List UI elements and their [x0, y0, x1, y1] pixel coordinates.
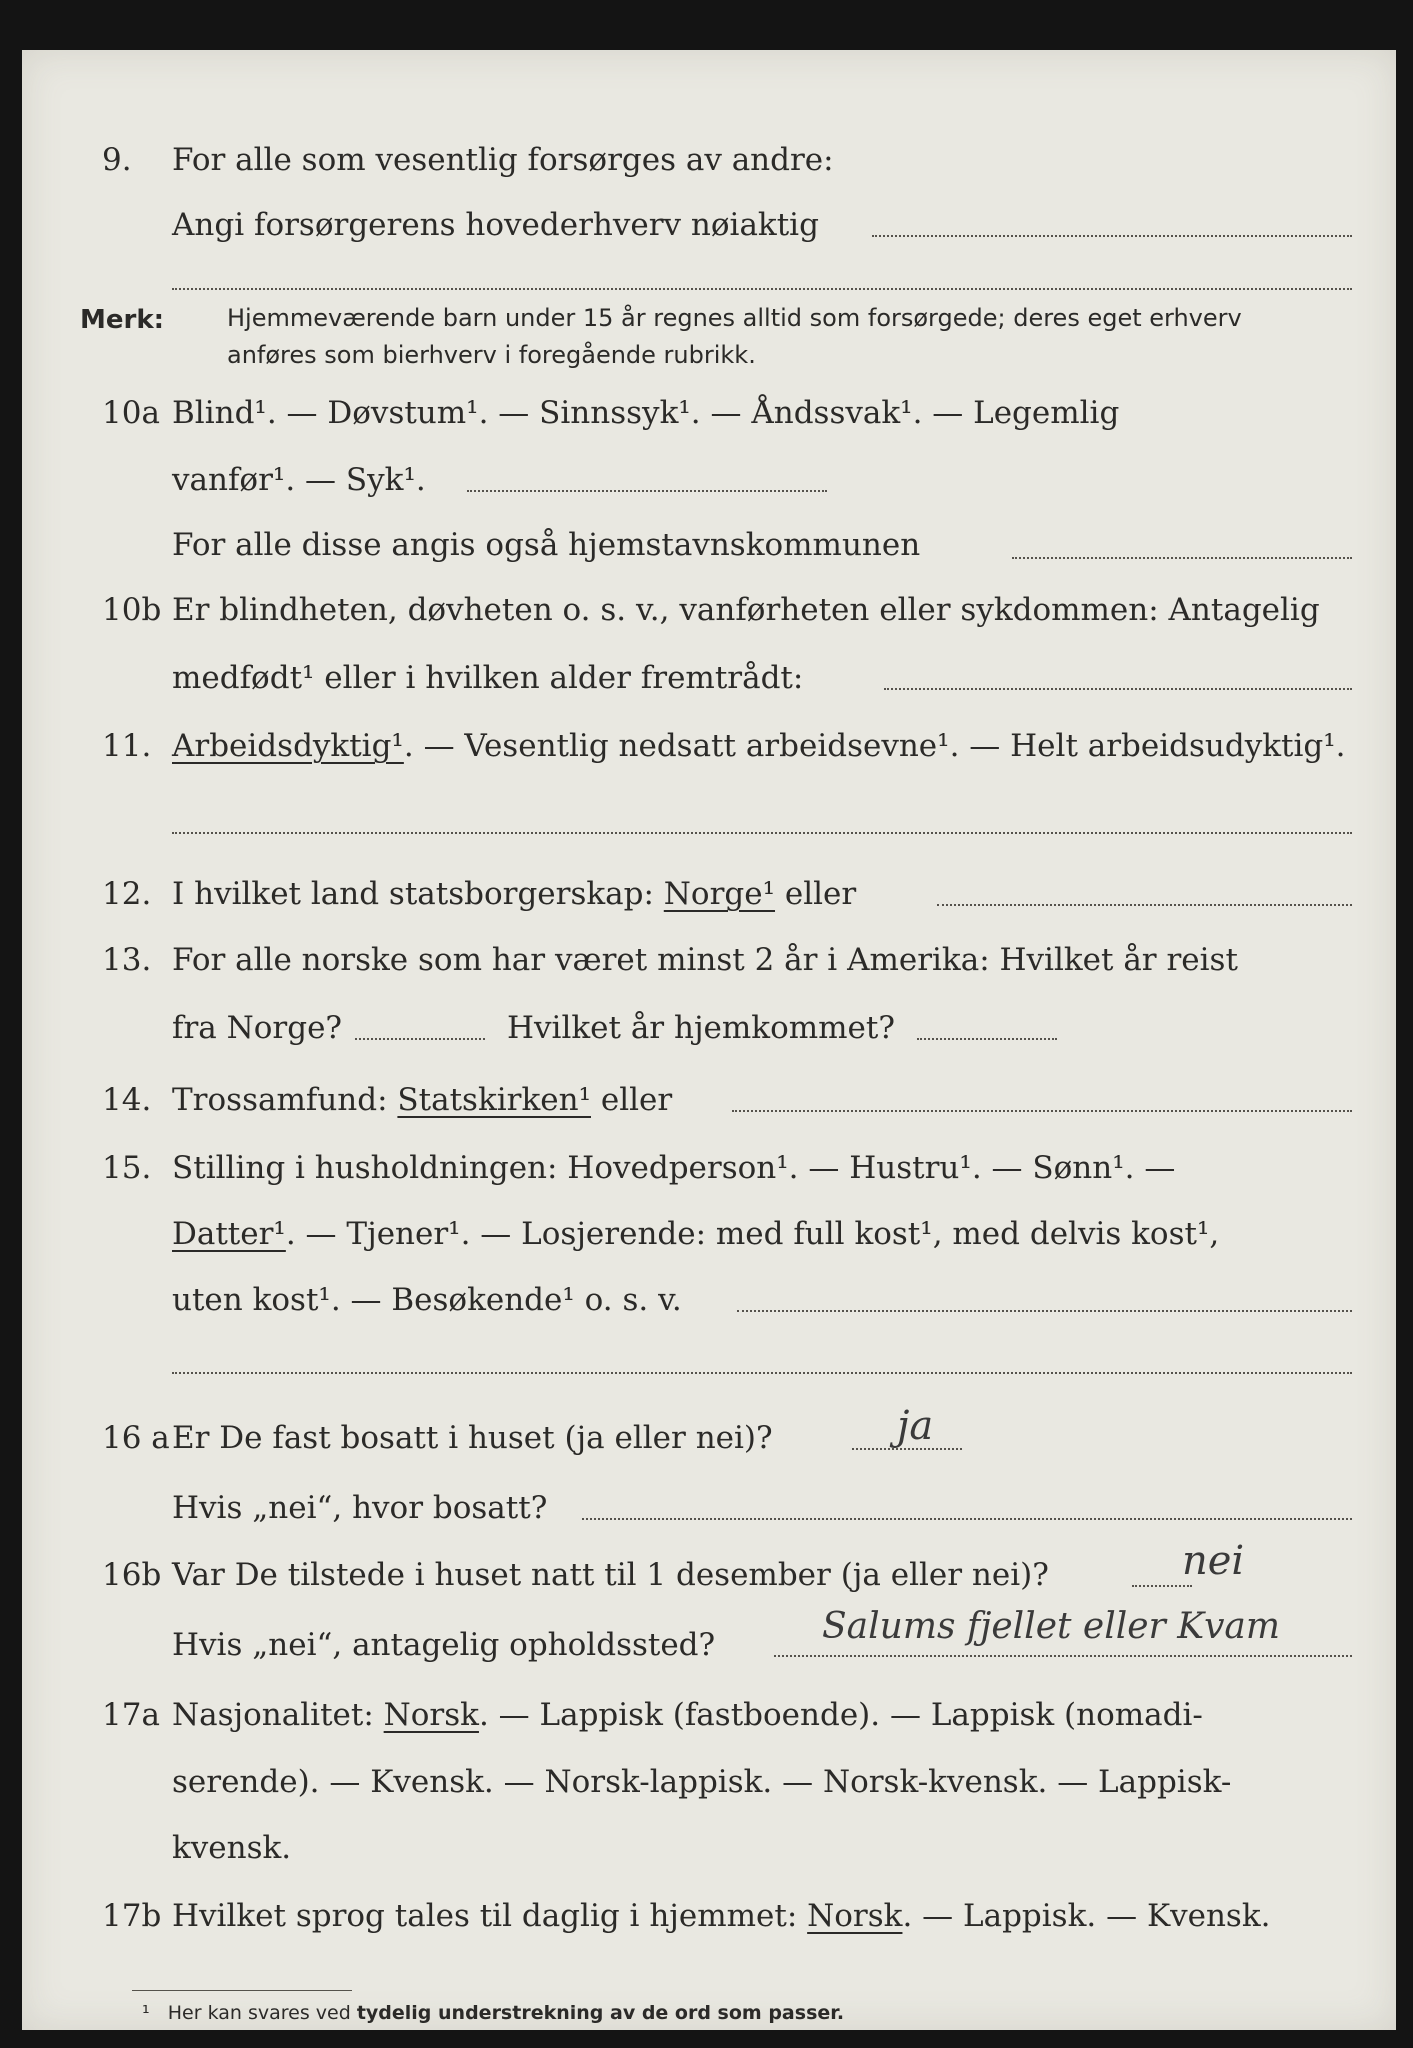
q12-selected-option: Norge¹	[663, 876, 776, 912]
q10a-number: 10a	[102, 395, 160, 431]
q16a-bosatt-field[interactable]	[582, 1518, 1352, 1520]
q14-field[interactable]	[732, 1110, 1352, 1112]
census-form-page	[22, 50, 1396, 2030]
merk-line1: Hjemmeværende barn under 15 år regnes alltid som forsørgede; deres eget erhverv	[227, 304, 1242, 332]
q16a-number: 16 a	[102, 1420, 170, 1456]
q10a-hjemstavn-field[interactable]	[1012, 557, 1352, 559]
q9-number: 9.	[102, 142, 132, 178]
merk-line2: anføres som bierhverv i foregående rubrikk.	[227, 341, 756, 369]
merk-label: Merk:	[80, 305, 165, 335]
q11-answer-field[interactable]	[172, 832, 1352, 834]
q12-prefix: I hvilket land statsborgerskap:	[172, 876, 664, 912]
q14-prefix: Trossamfund:	[172, 1082, 398, 1118]
footnote-rule	[132, 1990, 352, 1991]
q17b-selected-option: Norsk	[807, 1898, 903, 1934]
q9-answer-field[interactable]	[872, 235, 1352, 237]
q10b-alder-field[interactable]	[884, 688, 1352, 690]
q10b-number: 10b	[102, 592, 162, 628]
q15-number: 15.	[102, 1150, 152, 1186]
q13-line1: For alle norske som har været minst 2 år i Amerika: Hvilket år reist	[172, 942, 1238, 978]
q16a-handwritten-answer: ja	[897, 1403, 934, 1449]
q17a-line2: serende). — Kvensk. — Norsk-lappisk. — Norsk-kvensk. — Lappisk-	[172, 1764, 1232, 1800]
q14-selected-option: Statskirken¹	[397, 1082, 591, 1118]
q16b-answer-field[interactable]	[1132, 1585, 1192, 1587]
q17a-line1-rest: . — Lappisk (fastboende). — Lappisk (nomadi-	[478, 1697, 1203, 1733]
q16b-line1: Var De tilstede i huset natt til 1 desember (ja eller nei)?	[172, 1557, 1049, 1593]
q15-selected-option: Datter¹	[172, 1216, 286, 1252]
q16a-line2: Hvis „nei“, hvor bosatt?	[172, 1490, 548, 1526]
q13-hjem-label: Hvilket år hjemkommet?	[507, 1010, 895, 1046]
q17a-selected-option: Norsk	[383, 1697, 479, 1733]
q10a-line1: Blind¹. — Døvstum¹. — Sinnssyk¹. — Åndssvak¹. — Legemlig	[172, 395, 1120, 431]
q16b-handwritten-place: Salums fjellet eller Kvam	[822, 1606, 1281, 1647]
q17a-prefix: Nasjonalitet:	[172, 1697, 384, 1733]
q13-hjem-field[interactable]	[917, 1038, 1057, 1040]
q17a-line3: kvensk.	[172, 1830, 292, 1866]
q10b-line1: Er blindheten, døvheten o. s. v., vanførheten eller sykdommen: Antagelig	[172, 592, 1320, 628]
q14-number: 14.	[102, 1082, 152, 1118]
footnote-prefix: Her kan svares ved	[167, 2002, 351, 2024]
q16b-handwritten-answer: nei	[1182, 1538, 1245, 1584]
q12-suffix: eller	[775, 876, 857, 912]
q13-reist-field[interactable]	[355, 1038, 485, 1040]
footnote	[142, 2002, 844, 2024]
q15-field-2[interactable]	[172, 1372, 1352, 1374]
q11-rest: . — Vesentlig nedsatt arbeidsevne¹. — Helt arbeidsudyktig¹.	[403, 728, 1346, 764]
q12-land-field[interactable]	[937, 904, 1352, 906]
q17b-number: 17b	[102, 1898, 162, 1934]
q10b-line2: medfødt¹ eller i hvilken alder fremtrådt:	[172, 660, 804, 696]
q16b-number: 16b	[102, 1557, 162, 1593]
q9-answer-field-2[interactable]	[172, 288, 1352, 290]
q13-number: 13.	[102, 942, 152, 978]
footnote-bold: tydelig understrekning av de ord som passer.	[356, 2002, 845, 2024]
q9-line1: For alle som vesentlig forsørges av andre:	[172, 142, 834, 178]
q16b-line2: Hvis „nei“, antagelig opholdssted?	[172, 1627, 716, 1663]
q15-line2-rest: . — Tjener¹. — Losjerende: med full kost¹, med delvis kost¹,	[285, 1216, 1220, 1252]
q12-number: 12.	[102, 876, 152, 912]
q15-line3: uten kost¹. — Besøkende¹ o. s. v.	[172, 1282, 682, 1318]
q17b-rest: . — Lappisk. — Kvensk.	[902, 1898, 1271, 1934]
q13-reist-label: fra Norge?	[172, 1010, 343, 1046]
q16b-opphold-field[interactable]	[774, 1655, 1352, 1657]
q16a-line1: Er De fast bosatt i huset (ja eller nei)?	[172, 1420, 773, 1456]
q15-field[interactable]	[737, 1310, 1352, 1312]
footnote-marker: ¹	[142, 2002, 150, 2024]
q17a-number: 17a	[102, 1697, 160, 1733]
q15-line1: Stilling i husholdningen: Hovedperson¹. — Hustru¹. — Sønn¹. —	[172, 1150, 1176, 1186]
q10a-line2: vanfør¹. — Syk¹.	[172, 462, 426, 498]
q10a-syk-field[interactable]	[467, 490, 827, 492]
q17b-prefix: Hvilket sprog tales til daglig i hjemmet:	[172, 1898, 808, 1934]
q11-selected-option: Arbeidsdyktig¹	[172, 728, 404, 764]
q10a-line3: For alle disse angis også hjemstavnskommunen	[172, 527, 921, 563]
q14-suffix: eller	[591, 1082, 673, 1118]
q9-line2-text: Angi forsørgerens hovederhverv nøiaktig	[172, 207, 819, 243]
q11-number: 11.	[102, 728, 152, 764]
